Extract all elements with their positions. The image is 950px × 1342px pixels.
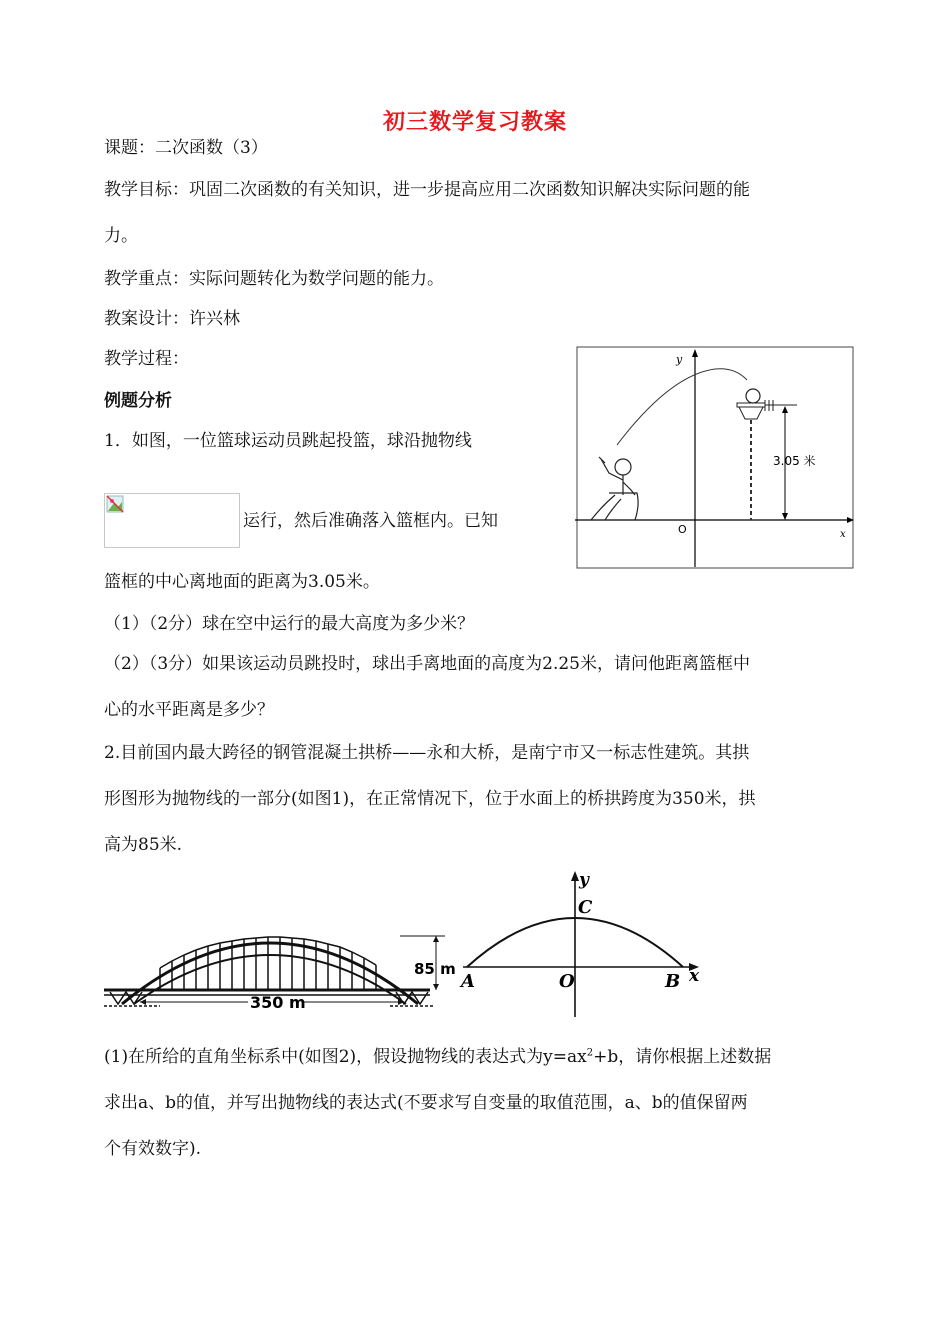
- problem1-question-1: （1）（2分）球在空中运行的最大高度为多少米？: [104, 614, 475, 634]
- designer-line: 教案设计：许兴林: [104, 309, 240, 329]
- problem1-line-1: 1．如图，一位篮球运动员跳起投篮，球沿抛物线: [104, 431, 472, 451]
- origin-label: O: [559, 971, 575, 992]
- problem2-line-3: 高为85米.: [104, 835, 183, 855]
- bridge-hangers: [160, 937, 376, 990]
- section-heading: 例题分析: [104, 391, 172, 411]
- point-b-label: B: [665, 971, 681, 992]
- topic-line: 课题：二次函数（3）: [104, 138, 268, 158]
- y-axis-arrow: [571, 871, 579, 881]
- process-line: 教学过程：: [104, 349, 189, 369]
- problem2-question-1-line-1: (1)在所给的直角坐标系中(如图2)，假设抛物线的表达式为$y=ax^2+b$，请你根据上述数据: [104, 1047, 772, 1067]
- broken-image: [104, 493, 240, 548]
- problem1-question-2-line-2: 心的水平距离是多少？: [104, 700, 274, 720]
- bridge-span-label: 350 m: [250, 993, 306, 1012]
- point-c-label: C: [578, 897, 593, 918]
- origin-label: O: [678, 523, 687, 536]
- goal-line-2: 力。: [104, 226, 138, 246]
- problem2-line-2: 形图形为抛物线的一部分(如图1)，在正常情况下，位于水面上的桥拱跨度为350米，拱: [104, 789, 756, 809]
- y-label: y: [579, 870, 589, 890]
- y-axis-label: y: [676, 353, 683, 366]
- x-axis-label: x: [840, 529, 846, 540]
- goal-line-1: 教学目标：巩固二次函数的有关知识，进一步提高应用二次函数知识解决实际问题的能: [104, 180, 750, 200]
- hoop-net: [739, 407, 763, 419]
- basketball: [746, 389, 760, 403]
- point-a-label: A: [461, 971, 475, 992]
- problem2-question-1-line-3: 个有效数字).: [104, 1139, 202, 1159]
- problem1-question-2-line-1: （2）（3分）如果该运动员跳投时，球出手离地面的高度为2.25米，请问他距离篮框中: [104, 654, 750, 674]
- problem2-question-1-line-2: 求出a、b的值，并写出抛物线的表达式(不要求写自变量的取值范围，a、b的值保留两: [104, 1093, 748, 1113]
- focus-line: 教学重点：实际问题转化为数学问题的能力。: [104, 269, 444, 289]
- height-label: 3.05 米: [773, 454, 816, 468]
- problem1-line-2: 运行，然后准确落入篮框内。已知: [243, 511, 498, 531]
- basketball-figure: [575, 345, 855, 570]
- bridge-figure: [100, 912, 462, 1022]
- bridge-height-label: 85 m: [414, 960, 456, 978]
- broken-image-icon: [105, 494, 127, 514]
- page-title: 初三数学复习教案: [382, 109, 567, 135]
- problem1-line-3: 篮框的中心离地面的距离为3.05米。: [104, 572, 380, 592]
- player-head: [615, 459, 631, 475]
- hoop-rim: [737, 403, 765, 407]
- x-label: x: [689, 966, 700, 986]
- parabola-figure: [455, 865, 720, 1025]
- problem2-line-1: 2.目前国内最大跨径的钢管混凝土拱桥——永和大桥，是南宁市又一标志性建筑。其拱: [104, 743, 750, 763]
- ball-trajectory: [617, 369, 747, 445]
- y-axis-arrow: [692, 349, 698, 357]
